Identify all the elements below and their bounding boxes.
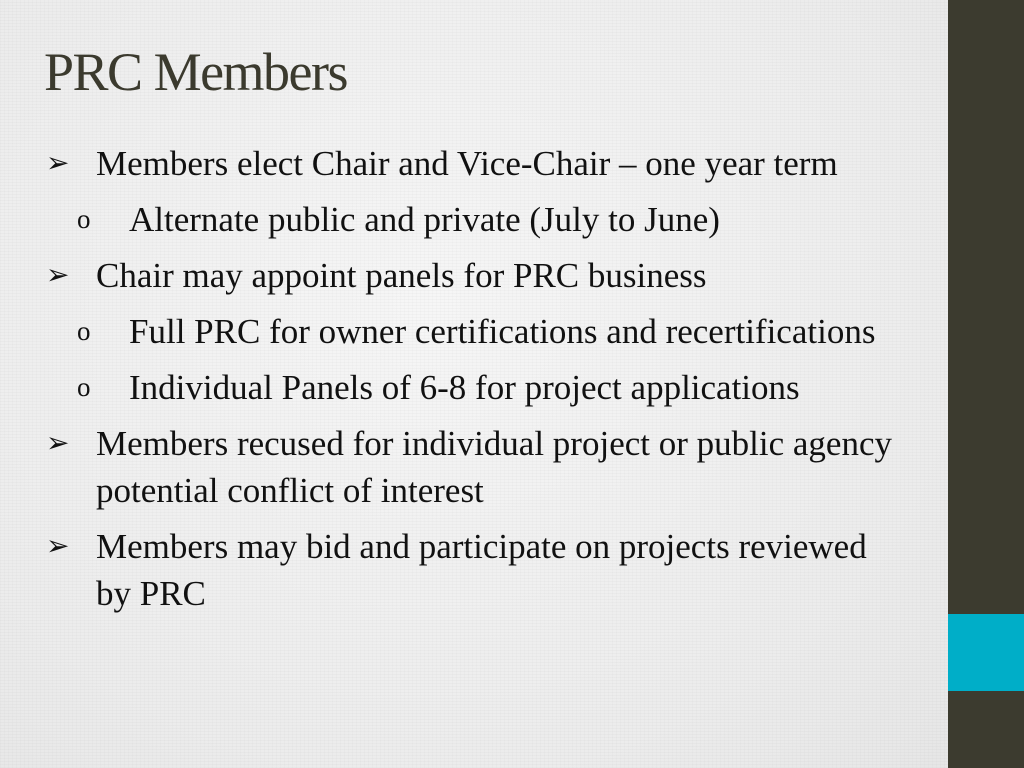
bullet-item (44, 523, 904, 617)
arrow-bullet-icon: ➢ (46, 260, 70, 291)
bullet-text: Chair may appoint panels for PRC business (96, 256, 707, 295)
sub-bullet-text: Individual Panels of 6-8 for project applications (129, 368, 800, 407)
sub-bullet-text: Alternate public and private (July to June) (129, 200, 720, 239)
sub-bullet-item (44, 364, 904, 411)
slide-title: PRC Members (44, 42, 348, 102)
arrow-bullet-icon: ➢ (46, 531, 70, 562)
arrow-bullet-icon: ➢ (46, 428, 70, 459)
bullet-text: Members elect Chair and Vice-Chair – one year term (96, 144, 838, 183)
circle-bullet-icon: o (77, 316, 91, 346)
circle-bullet-icon: o (77, 204, 91, 234)
arrow-bullet-icon: ➢ (46, 148, 70, 179)
bullet-item (44, 252, 904, 299)
sub-bullet-item (44, 308, 904, 355)
sub-bullet-text: Full PRC for owner certifications and recertifications (129, 312, 876, 351)
sub-bullet-item (44, 196, 904, 243)
sidebar-accent-block (948, 614, 1024, 691)
circle-bullet-icon: o (77, 372, 91, 402)
bullet-text: Members recused for individual project or public agency potential conflict of interest (96, 424, 892, 510)
bullet-text: Members may bid and participate on projects reviewed by PRC (96, 527, 867, 613)
bullet-item (44, 420, 904, 514)
bullet-list (44, 140, 904, 626)
bullet-item (44, 140, 904, 187)
